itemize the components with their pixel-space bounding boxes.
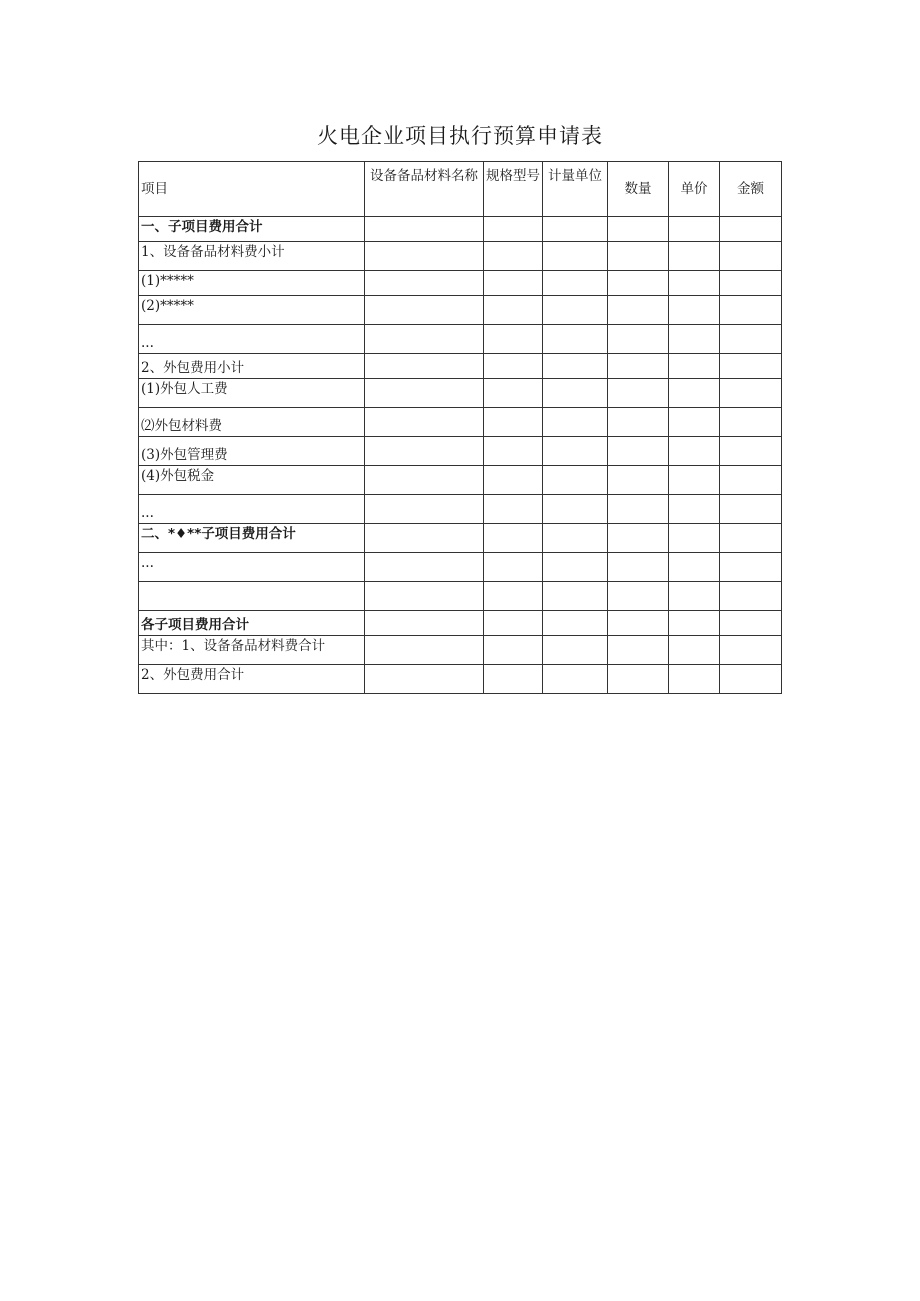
cell-unit [543, 553, 608, 582]
cell-amount [720, 437, 782, 466]
cell-unit [543, 611, 608, 636]
cell-qty [608, 524, 669, 553]
cell-spec [484, 524, 543, 553]
cell-spec [484, 296, 543, 325]
cell-price [669, 437, 720, 466]
cell-qty [608, 495, 669, 524]
row-label: 二、*♦**子项目费用合计 [139, 524, 365, 553]
cell-unit [543, 325, 608, 354]
cell-amount [720, 242, 782, 271]
cell-qty [608, 437, 669, 466]
cell-material-name [365, 437, 484, 466]
cell-material-name [365, 379, 484, 408]
cell-material-name [365, 524, 484, 553]
header-spec-model: 规格型号 [484, 162, 543, 217]
row-label: (1)外包人工费 [139, 379, 365, 408]
cell-material-name [365, 217, 484, 242]
row-label: ⑵外包材料费 [139, 408, 365, 437]
cell-price [669, 325, 720, 354]
cell-material-name [365, 242, 484, 271]
table-row [139, 437, 782, 466]
table-row [139, 354, 782, 379]
cell-material-name [365, 271, 484, 296]
row-label: 2、外包费用小计 [139, 354, 365, 379]
table-row [139, 636, 782, 665]
table-row [139, 271, 782, 296]
cell-spec [484, 354, 543, 379]
cell-amount [720, 271, 782, 296]
table-row [139, 611, 782, 636]
cell-price [669, 582, 720, 611]
row-label: 其中：1、设备备品材料费合计 [139, 636, 365, 665]
cell-spec [484, 495, 543, 524]
cell-spec [484, 611, 543, 636]
header-quantity: 数量 [608, 162, 669, 217]
cell-price [669, 611, 720, 636]
cell-amount [720, 217, 782, 242]
table-row [139, 524, 782, 553]
cell-material-name [365, 325, 484, 354]
cell-price [669, 408, 720, 437]
cell-material-name [365, 611, 484, 636]
row-label: ... [139, 495, 365, 524]
table-row [139, 553, 782, 582]
cell-material-name [365, 636, 484, 665]
cell-amount [720, 466, 782, 495]
cell-material-name [365, 553, 484, 582]
cell-spec [484, 582, 543, 611]
cell-qty [608, 582, 669, 611]
cell-spec [484, 466, 543, 495]
cell-material-name [365, 408, 484, 437]
cell-unit [543, 437, 608, 466]
cell-unit [543, 296, 608, 325]
cell-qty [608, 296, 669, 325]
table-row [139, 495, 782, 524]
cell-unit [543, 582, 608, 611]
cell-price [669, 636, 720, 665]
budget-table [138, 161, 782, 694]
table-row [139, 379, 782, 408]
cell-amount [720, 665, 782, 694]
cell-price [669, 242, 720, 271]
row-label: (2)***** [139, 296, 365, 325]
cell-price [669, 466, 720, 495]
cell-unit [543, 271, 608, 296]
row-label: ... [139, 553, 365, 582]
cell-qty [608, 466, 669, 495]
cell-amount [720, 553, 782, 582]
row-label [139, 582, 365, 611]
cell-price [669, 495, 720, 524]
cell-spec [484, 271, 543, 296]
cell-unit [543, 495, 608, 524]
cell-unit [543, 217, 608, 242]
cell-amount [720, 354, 782, 379]
cell-spec [484, 665, 543, 694]
cell-material-name [365, 354, 484, 379]
cell-amount [720, 611, 782, 636]
cell-material-name [365, 582, 484, 611]
table-header-row [139, 162, 782, 217]
cell-unit [543, 379, 608, 408]
table-row [139, 408, 782, 437]
cell-qty [608, 408, 669, 437]
table-row [139, 665, 782, 694]
cell-amount [720, 379, 782, 408]
table-row [139, 582, 782, 611]
cell-material-name [365, 466, 484, 495]
cell-qty [608, 553, 669, 582]
cell-spec [484, 553, 543, 582]
row-label: 一、子项目费用合计 [139, 217, 365, 242]
cell-amount [720, 495, 782, 524]
table-row [139, 242, 782, 271]
cell-price [669, 665, 720, 694]
cell-amount [720, 325, 782, 354]
cell-qty [608, 611, 669, 636]
row-label: (3)外包管理费 [139, 437, 365, 466]
cell-spec [484, 408, 543, 437]
header-unit-price: 单价 [669, 162, 720, 217]
cell-amount [720, 296, 782, 325]
cell-unit [543, 242, 608, 271]
row-label: (4)外包税金 [139, 466, 365, 495]
cell-unit [543, 354, 608, 379]
row-label: ... [139, 325, 365, 354]
table-row [139, 217, 782, 242]
cell-unit [543, 466, 608, 495]
cell-qty [608, 242, 669, 271]
row-label: (1)***** [139, 271, 365, 296]
cell-spec [484, 217, 543, 242]
header-unit: 计量单位 [543, 162, 608, 217]
table-row [139, 325, 782, 354]
cell-price [669, 524, 720, 553]
cell-spec [484, 242, 543, 271]
cell-qty [608, 379, 669, 408]
cell-qty [608, 636, 669, 665]
cell-material-name [365, 495, 484, 524]
header-item: 项目 [139, 162, 365, 217]
cell-material-name [365, 296, 484, 325]
page-title: 火电企业项目执行预算申请表 [317, 124, 603, 148]
cell-amount [720, 524, 782, 553]
cell-price [669, 296, 720, 325]
cell-price [669, 553, 720, 582]
cell-amount [720, 636, 782, 665]
header-amount: 金额 [720, 162, 782, 217]
cell-unit [543, 636, 608, 665]
cell-unit [543, 665, 608, 694]
cell-qty [608, 665, 669, 694]
cell-unit [543, 408, 608, 437]
table-row [139, 466, 782, 495]
cell-price [669, 271, 720, 296]
cell-material-name [365, 665, 484, 694]
cell-price [669, 354, 720, 379]
cell-price [669, 217, 720, 242]
row-label: 2、外包费用合计 [139, 665, 365, 694]
row-label: 1、设备备品材料费小计 [139, 242, 365, 271]
cell-amount [720, 408, 782, 437]
cell-spec [484, 325, 543, 354]
cell-qty [608, 271, 669, 296]
cell-spec [484, 437, 543, 466]
cell-amount [720, 582, 782, 611]
cell-unit [543, 524, 608, 553]
cell-spec [484, 636, 543, 665]
row-label: 各子项目费用合计 [139, 611, 365, 636]
cell-qty [608, 354, 669, 379]
header-material-name: 设备备品材料名称 [365, 162, 484, 217]
table-row [139, 296, 782, 325]
cell-price [669, 379, 720, 408]
cell-qty [608, 217, 669, 242]
cell-qty [608, 325, 669, 354]
cell-spec [484, 379, 543, 408]
